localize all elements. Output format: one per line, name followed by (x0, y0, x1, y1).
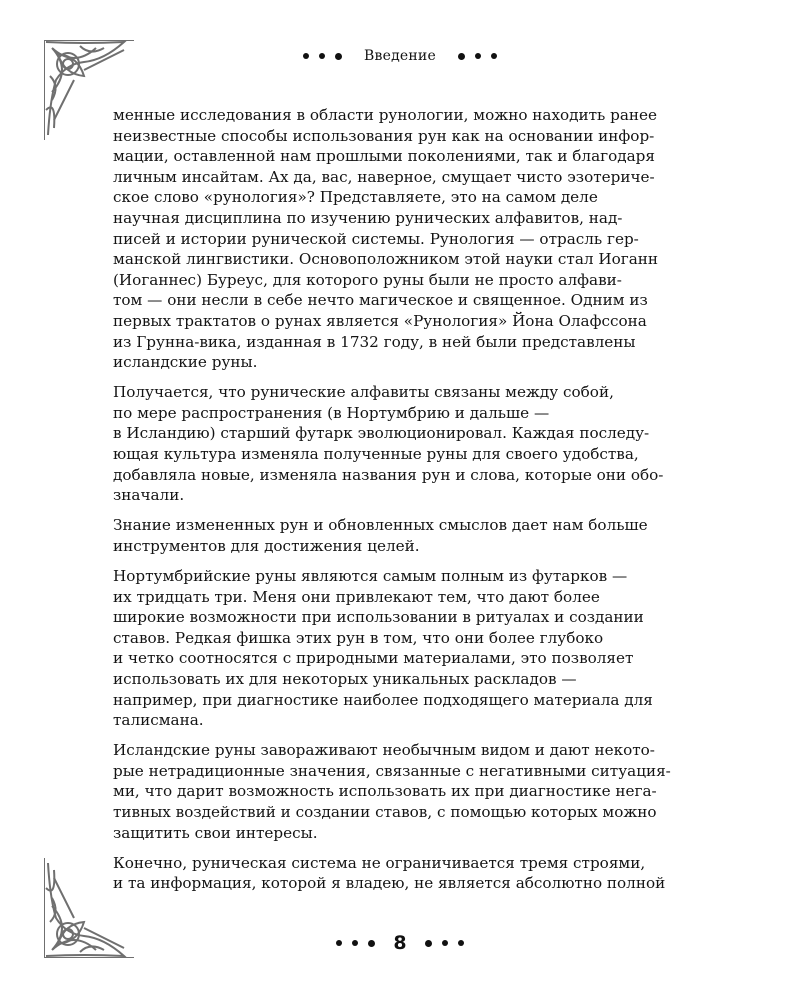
text-line: (Иоганнес) Буреус, для которого руны были не просто алфави- (113, 270, 622, 289)
dot-icon (458, 53, 465, 60)
text-line: использовать их для некоторых уникальных раскладов — (113, 669, 577, 688)
footer-dots-left (336, 940, 375, 947)
text-line: инструментов для достижения целей. (113, 536, 420, 555)
dot-icon (335, 53, 342, 60)
text-line: манской лингвистики. Основоположником этой науки стал Иоганн (113, 250, 659, 269)
text-line: в Исландию) старший футарк эволюционировал. Каждая последу- (113, 424, 650, 443)
dot-icon (352, 940, 358, 946)
text-line: ставов. Редкая фишка этих рун в том, что они более глубоко (113, 628, 604, 647)
header-title: Введение (364, 48, 436, 64)
text-line: Конечно, руническая система не ограничивается тремя строями, (113, 853, 646, 872)
text-line: Исландские руны завораживают необычным видом и дают некото- (113, 741, 655, 760)
dot-icon (491, 53, 497, 59)
text-line: Получается, что рунические алфавиты связаны между собой, (113, 383, 614, 402)
text-line: из Грунна-вика, изданная в 1732 году, в ней были представлены (113, 332, 636, 351)
text-line: по мере распространения (в Нортумбрию и дальше — (113, 403, 550, 422)
text-line: ющая культура изменяла полученные руны для своего удобства, (113, 445, 639, 463)
page-footer (0, 932, 800, 954)
footer-dots-right (425, 940, 464, 947)
dot-icon (336, 940, 342, 946)
text-line: например, при диагностике наиболее подходящего материала для (113, 690, 653, 709)
paragraph (113, 382, 713, 506)
paragraph (113, 105, 713, 373)
text-line: талисмана. (113, 711, 204, 730)
page-number: 8 (393, 932, 407, 954)
dot-icon (368, 940, 375, 947)
text-line: Нортумбрийские руны являются самым полным из футарков — (113, 566, 628, 585)
paragraph (113, 740, 713, 843)
text-line: их тридцать три. Меня они привлекают тем, что дают более (113, 587, 600, 606)
dot-icon (442, 940, 448, 946)
text-line: и четко соотносятся с природными материалами, это позволяет (113, 649, 634, 668)
text-line: широкие возможности при использовании в ритуалах и создании (113, 608, 644, 627)
dot-icon (319, 53, 325, 59)
text-line: значали. (113, 486, 185, 505)
paragraph (113, 515, 713, 556)
text-line: защитить свои интересы. (113, 823, 318, 842)
text-line: добавляла новые, изменяла названия рун и слова, которые они обо- (113, 465, 664, 484)
paragraph (113, 566, 713, 731)
text-line: тивных воздействий и создании ставов, с помощью которых можно (113, 803, 657, 821)
dot-icon (458, 940, 464, 946)
text-line: ми, что дарит возможность использовать их при диагностике нега- (113, 782, 657, 801)
text-line: научная дисциплина по изучению рунических алфавитов, над- (113, 208, 623, 227)
dot-icon (425, 940, 432, 947)
text-line: том — они несли в себе нечто магическое и священное. Одним из (113, 291, 648, 310)
text-line: мации, оставленной нам прошлыми поколениями, так и благодаря (113, 147, 655, 166)
text-line: ское слово «рунология»? Представляете, это на самом деле (113, 188, 598, 207)
text-line: писей и истории рунической системы. Рунология — отрасль гер- (113, 229, 639, 248)
header-dots-right (458, 53, 497, 60)
text-line: первых трактатов о рунах является «Рунология» Йона Олафссона (113, 311, 647, 330)
body-text (113, 105, 713, 903)
paragraph (113, 853, 713, 894)
text-line: исландские руны. (113, 353, 258, 372)
text-line: Знание измененных рун и обновленных смыслов дает нам больше (113, 516, 648, 535)
text-line: рые нетрадиционные значения, связанные с негативными ситуация- (113, 761, 671, 780)
text-line: личным инсайтам. Ах да, вас, наверное, смущает чисто эзотериче- (113, 167, 655, 186)
text-line: менные исследования в области рунологии, можно находить ранее (113, 106, 658, 124)
text-line: неизвестные способы использования рун как на основании инфор- (113, 126, 655, 145)
running-header (0, 48, 800, 64)
text-line: и та информация, которой я владею, не является абсолютно полной (113, 874, 666, 893)
dot-icon (303, 53, 309, 59)
dot-icon (475, 53, 481, 59)
header-dots-left (303, 53, 342, 60)
